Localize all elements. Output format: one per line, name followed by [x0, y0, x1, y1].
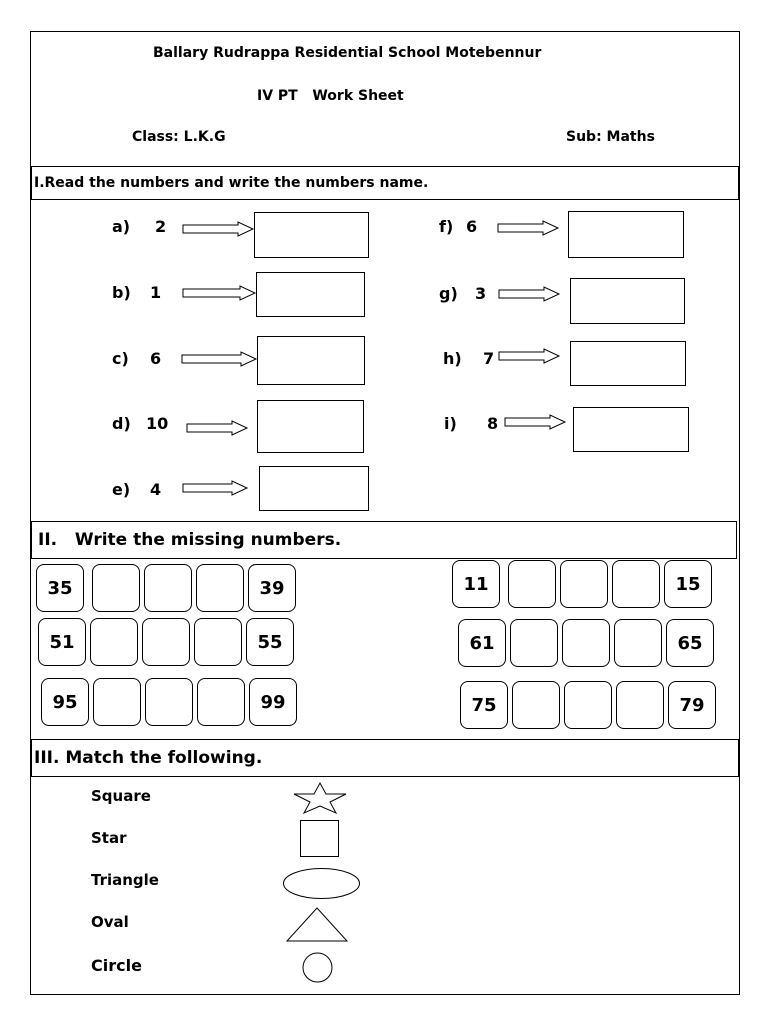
item-label: a) — [112, 217, 131, 236]
circle-icon — [302, 952, 334, 984]
section1-header — [31, 166, 739, 200]
item-label: h) — [443, 349, 462, 368]
number-cell: 51 — [38, 618, 86, 666]
blank-cell[interactable] — [562, 619, 610, 667]
answer-box[interactable] — [254, 212, 369, 258]
section1-title: I.Read the numbers and write the numbers name. — [34, 175, 429, 191]
oval-icon — [283, 868, 361, 900]
number-cell: 99 — [249, 678, 297, 726]
item-label: d) — [112, 414, 131, 433]
answer-box[interactable] — [573, 407, 689, 452]
item-number: 1 — [150, 283, 162, 302]
blank-cell[interactable] — [564, 681, 612, 729]
item-number: 4 — [150, 480, 162, 499]
section2-header — [31, 521, 737, 559]
item-label: c) — [112, 349, 129, 368]
answer-box[interactable] — [257, 400, 364, 453]
arrow-icon — [498, 221, 558, 235]
number-cell: 61 — [458, 619, 506, 667]
item-number: 6 — [150, 349, 162, 368]
item-label: b) — [112, 283, 131, 302]
item-number: 8 — [487, 414, 499, 433]
item-number: 10 — [146, 414, 169, 433]
number-cell: 55 — [246, 618, 294, 666]
section3-title: III. Match the following. — [34, 748, 263, 768]
item-label: f) — [439, 217, 454, 236]
arrow-icon — [499, 349, 559, 363]
number-cell: 15 — [664, 560, 712, 608]
blank-cell[interactable] — [510, 619, 558, 667]
answer-box[interactable] — [570, 341, 686, 386]
blank-cell[interactable] — [144, 564, 192, 612]
arrow-icon — [183, 286, 255, 300]
arrow-icon — [182, 352, 256, 366]
school-name: Ballary Rudrappa Residential School Motebennur — [153, 45, 542, 61]
blank-cell[interactable] — [92, 564, 140, 612]
blank-cell[interactable] — [612, 560, 660, 608]
match-word: Oval — [91, 913, 129, 931]
number-cell: 39 — [248, 564, 296, 612]
blank-cell[interactable] — [194, 618, 242, 666]
answer-box[interactable] — [570, 278, 685, 324]
blank-cell[interactable] — [508, 560, 556, 608]
blank-cell[interactable] — [93, 678, 141, 726]
match-word: Square — [91, 787, 151, 805]
match-word: Star — [91, 829, 127, 847]
blank-cell[interactable] — [616, 681, 664, 729]
blank-cell[interactable] — [560, 560, 608, 608]
star-icon — [293, 782, 347, 814]
answer-box[interactable] — [256, 272, 365, 317]
blank-cell[interactable] — [197, 678, 245, 726]
answer-box[interactable] — [259, 466, 369, 511]
blank-cell[interactable] — [196, 564, 244, 612]
match-word: Triangle — [91, 871, 159, 889]
item-number: 7 — [483, 349, 495, 368]
item-number: 6 — [466, 217, 478, 236]
number-cell: 95 — [41, 678, 89, 726]
section3-header — [31, 739, 739, 777]
arrow-icon — [187, 421, 247, 435]
square-icon — [300, 820, 340, 858]
number-cell: 11 — [452, 560, 500, 608]
class-label: Class: L.K.G — [132, 129, 226, 145]
blank-cell[interactable] — [90, 618, 138, 666]
item-number: 2 — [155, 217, 167, 236]
divider — [31, 199, 737, 200]
number-cell: 35 — [36, 564, 84, 612]
subject-label: Sub: Maths — [566, 129, 655, 145]
match-word: Circle — [91, 956, 142, 975]
item-number: 3 — [475, 284, 487, 303]
item-label: g) — [439, 284, 458, 303]
arrow-icon — [505, 415, 565, 429]
arrow-icon — [183, 481, 247, 495]
blank-cell[interactable] — [142, 618, 190, 666]
number-cell: 75 — [460, 681, 508, 729]
item-label: i) — [444, 414, 457, 433]
section2-title: II. Write the missing numbers. — [38, 530, 342, 550]
number-cell: 65 — [666, 619, 714, 667]
blank-cell[interactable] — [614, 619, 662, 667]
answer-box[interactable] — [257, 336, 365, 385]
sheet-title: IV PT Work Sheet — [257, 88, 404, 104]
blank-cell[interactable] — [512, 681, 560, 729]
triangle-icon — [286, 907, 348, 943]
arrow-icon — [499, 287, 559, 301]
answer-box[interactable] — [568, 211, 684, 258]
number-cell: 79 — [668, 681, 716, 729]
blank-cell[interactable] — [145, 678, 193, 726]
item-label: e) — [112, 480, 131, 499]
arrow-icon — [183, 222, 253, 236]
